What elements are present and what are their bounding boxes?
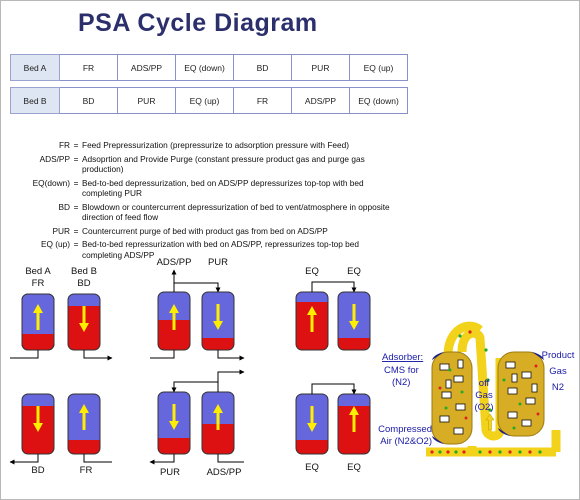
definition-text: Adsoprtion and Provide Purge (constant pressure product gas and purge gas production) — [82, 153, 365, 174]
definition-text: Countercurrent purge of bed with product gas from bed on ADS/PP — [82, 225, 328, 236]
label-fr: FR — [31, 278, 45, 289]
off-gas-label-line1: off — [478, 378, 490, 389]
step-eq-top — [296, 282, 370, 350]
definition-term: FR — [58, 140, 70, 150]
cms-label-line1: CMS for — [384, 365, 419, 376]
label-eq-left: EQ — [305, 266, 319, 277]
adsorber-title: Adsorber: — [382, 352, 424, 363]
label-bottom-eq-right: EQ — [347, 462, 361, 473]
product-gas-label-line3: N2 — [551, 382, 565, 393]
schedule-cell: EQ (up) — [176, 88, 234, 114]
schedule-cell: PUR — [292, 55, 350, 81]
label-bd: BD — [77, 278, 91, 289]
bed-vessel — [158, 292, 190, 350]
step-adspp-pur — [150, 270, 244, 358]
definition-term: EQ(down) — [32, 177, 70, 188]
label-adspp: ADS/PP — [156, 257, 192, 268]
product-gas-label-line2: Gas — [549, 366, 567, 377]
bed-vessel — [202, 292, 234, 350]
definition-adspp: ADS/PP = Adsoprtion and Provide Purge (constant pressure product gas and purge gas production) — [0, 154, 392, 175]
definition-text: Blowdown or countercurrent depressurization of bed to vent/atmosphere in opposite direction of feed flow — [82, 201, 390, 222]
bed-vessel — [296, 292, 328, 350]
label-bottom-adspp: ADS/PP — [206, 467, 242, 478]
label-bottom-eq-left: EQ — [305, 462, 319, 473]
label-bed-b: Bed B — [71, 266, 97, 277]
adsorber-vessel-right — [498, 352, 544, 436]
definition-bd: BD = Blowdown or countercurrent depressurization of bed to vent/atmosphere in opposite direction of feed flow — [0, 202, 392, 223]
schedule-cell: ADS/PP — [292, 88, 350, 114]
label-bottom-bd: BD — [31, 465, 45, 476]
label-eq-right: EQ — [347, 266, 361, 277]
label-bottom-fr: FR — [79, 465, 93, 476]
bed-vessel — [158, 392, 190, 454]
definition-text: Feed Prepressurization (prepressurize to adsorption pressure with Feed) — [82, 140, 350, 150]
label-pur: PUR — [207, 257, 229, 268]
row-label-bed-a: Bed A — [11, 55, 60, 81]
schedule-cell: EQ (down) — [350, 88, 408, 114]
bed-vessel — [68, 394, 100, 454]
compressed-air-label-line2: Air (N2&O2) — [380, 436, 432, 447]
definition-eq-up: EQ (up) = Bed-to-bed repressurization with bed on ADS/PP, repressurizes top-top bed completing ADS/PP — [0, 239, 392, 260]
cms-label-line2: (N2) — [392, 377, 411, 388]
schedule-cell: EQ (up) — [350, 55, 408, 81]
definition-pur: PUR = Countercurrent purge of bed with product gas from bed on ADS/PP — [0, 226, 392, 237]
definition-fr: FR = Feed Prepressurization (prepressurize to adsorption pressure with Feed) — [0, 140, 392, 151]
row-label-bed-b: Bed B — [11, 88, 60, 114]
page-title: PSA Cycle Diagram — [78, 9, 318, 37]
step-pur-adspp — [150, 372, 244, 462]
bed-vessel — [22, 394, 54, 454]
bed-vessel — [22, 294, 54, 350]
bed-vessel — [68, 294, 100, 350]
compressed-air-label-line1: Compressed — [378, 424, 432, 435]
definition-text: Bed-to-bed repressurization with bed on ADS/PP, repressurizes top-top bed completing ADS/PP — [82, 239, 360, 260]
adsorber-vessel-left — [432, 352, 472, 444]
bed-vessel — [202, 392, 234, 454]
bed-vessel — [296, 394, 328, 454]
schedule-cell: FR — [234, 88, 292, 114]
definition-term: ADS/PP — [39, 153, 70, 164]
schedule-cell: PUR — [118, 88, 176, 114]
definition-text: Bed-to-bed depressurization, bed on ADS/PP depressurizes top-top with bed completing PUR — [82, 177, 364, 198]
schedule-cell: EQ (down) — [176, 55, 234, 81]
label-bottom-pur: PUR — [159, 467, 181, 478]
off-gas-label-line2: Gas — [475, 390, 493, 401]
label-bed-a: Bed A — [25, 266, 51, 277]
product-gas-label-line1: Product — [541, 350, 575, 361]
definition-term: PUR — [52, 225, 70, 236]
bed-vessel — [338, 394, 370, 454]
schedule-cell: ADS/PP — [118, 55, 176, 81]
bed-vessel — [338, 292, 370, 350]
schedule-cell: BD — [60, 88, 118, 114]
step-bd-fr — [10, 394, 112, 462]
step-fr-bd — [10, 294, 112, 358]
definition-term: BD — [58, 201, 70, 212]
adsorber-illustration — [378, 326, 575, 453]
definition-term: EQ (up) — [40, 239, 70, 249]
definition-eq-down: EQ(down) = Bed-to-bed depressurization, bed on ADS/PP depressurizes top-top with bed completing PUR — [0, 178, 392, 199]
schedule-cell: FR — [60, 55, 118, 81]
step-eq-bottom — [296, 384, 370, 454]
schedule-cell: BD — [234, 55, 292, 81]
off-gas-label-line3: (O2) — [474, 402, 494, 413]
